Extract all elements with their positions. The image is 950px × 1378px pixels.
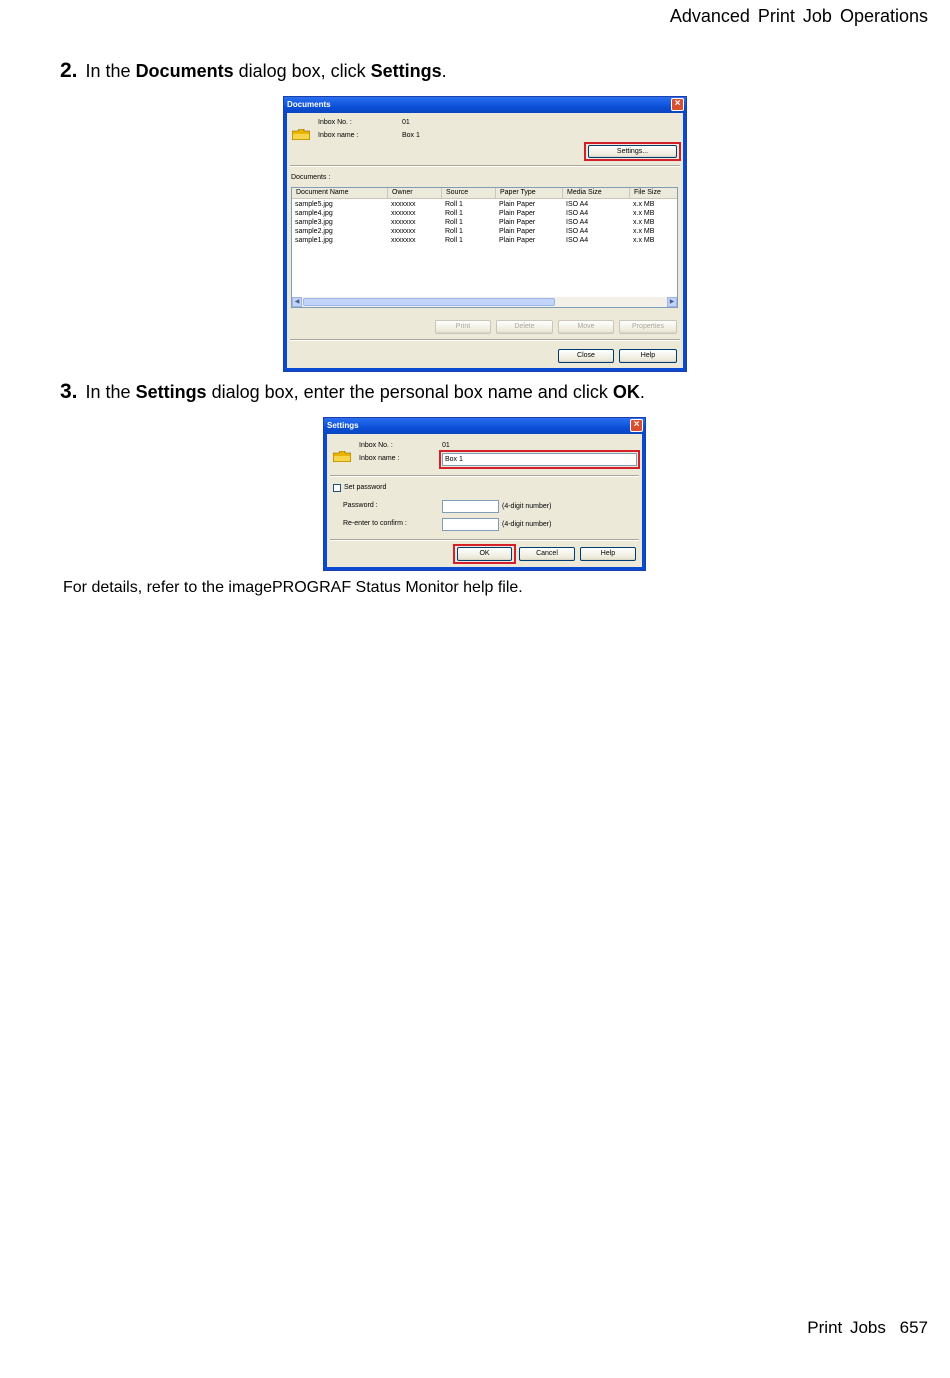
- step-3: [60, 380, 645, 404]
- folder-icon: [292, 129, 310, 140]
- scroll-right-icon[interactable]: ▶: [667, 297, 677, 307]
- column-header[interactable]: Paper Type: [496, 188, 563, 198]
- step-number: 2.: [60, 59, 78, 82]
- cancel-button[interactable]: Cancel: [519, 547, 575, 561]
- step-text: .: [441, 61, 447, 81]
- close-icon[interactable]: ×: [671, 98, 684, 111]
- step-text: dialog box, click: [233, 61, 371, 81]
- delete-button[interactable]: Delete: [496, 320, 553, 334]
- table-cell: Plain Paper: [499, 201, 536, 208]
- table-cell: ISO A4: [566, 201, 589, 208]
- column-header[interactable]: Media Size: [563, 188, 630, 198]
- table-cell: Plain Paper: [499, 228, 536, 235]
- step-number: 3.: [60, 380, 78, 403]
- table-row[interactable]: [292, 209, 677, 218]
- password-label: Password :: [343, 502, 378, 509]
- documents-title-bar: Documents: [284, 97, 686, 113]
- reenter-label: Re-enter to confirm :: [343, 520, 407, 527]
- step-text: dialog box, enter the personal box name and click: [206, 382, 613, 402]
- table-cell: Plain Paper: [499, 210, 536, 217]
- step-bold: Settings: [135, 382, 207, 402]
- settings-dialog: [323, 417, 646, 571]
- page-header: Advanced Print Job Operations: [669, 6, 928, 26]
- table-cell: ISO A4: [566, 237, 589, 244]
- inbox-no-label: Inbox No. :: [359, 442, 393, 449]
- inbox-name-value: Box 1: [402, 132, 420, 139]
- scroll-left-icon[interactable]: ◀: [292, 297, 302, 307]
- settings-button[interactable]: Settings...: [588, 145, 677, 158]
- table-cell: Plain Paper: [499, 219, 536, 226]
- table-cell: sample3.jpg: [295, 219, 333, 226]
- column-header[interactable]: Owner: [388, 188, 442, 198]
- close-button[interactable]: Close: [558, 349, 614, 363]
- settings-client-area: [327, 434, 642, 567]
- table-row[interactable]: [292, 236, 677, 245]
- horizontal-scrollbar[interactable]: [292, 297, 677, 307]
- table-cell: sample5.jpg: [295, 201, 333, 208]
- folder-icon: [333, 451, 351, 462]
- inbox-no-value: 01: [442, 442, 450, 449]
- password-input[interactable]: [442, 500, 499, 513]
- table-row[interactable]: [292, 227, 677, 236]
- step-bold: Settings: [370, 61, 442, 81]
- table-cell: sample1.jpg: [295, 237, 333, 244]
- footer-section: Print Jobs: [807, 1318, 886, 1337]
- table-cell: xxxxxxx: [391, 237, 416, 244]
- step-2: [60, 59, 447, 83]
- table-cell: Roll 1: [445, 219, 463, 226]
- page-footer: [807, 1318, 928, 1338]
- step-text: .: [639, 382, 645, 402]
- table-cell: x.x MB: [633, 210, 655, 217]
- column-header[interactable]: Document Name: [292, 188, 388, 198]
- table-row[interactable]: [292, 218, 677, 227]
- step-text: In the: [85, 61, 136, 81]
- table-cell: sample2.jpg: [295, 228, 333, 235]
- table-row[interactable]: [292, 200, 677, 209]
- inbox-name-input[interactable]: Box 1: [442, 453, 637, 466]
- table-cell: x.x MB: [633, 201, 655, 208]
- column-header[interactable]: File Size: [630, 188, 678, 198]
- move-button[interactable]: Move: [558, 320, 614, 334]
- documents-list[interactable]: [291, 187, 678, 308]
- close-icon[interactable]: ×: [630, 419, 643, 432]
- divider: [330, 539, 639, 541]
- divider: [290, 339, 680, 341]
- documents-label: Documents :: [291, 174, 331, 181]
- set-password-label: Set password: [344, 484, 387, 491]
- properties-button[interactable]: Properties: [619, 320, 677, 334]
- inbox-no-label: Inbox No. :: [318, 119, 352, 126]
- table-cell: x.x MB: [633, 219, 655, 226]
- table-cell: Plain Paper: [499, 237, 536, 244]
- help-button[interactable]: Help: [619, 349, 677, 363]
- table-cell: Roll 1: [445, 210, 463, 217]
- table-cell: Roll 1: [445, 228, 463, 235]
- settings-title-bar: Settings: [324, 418, 645, 434]
- divider: [290, 165, 680, 167]
- step-bold: Documents: [135, 61, 234, 81]
- list-header: [292, 188, 677, 199]
- table-cell: sample4.jpg: [295, 210, 333, 217]
- step-bold: OK: [612, 382, 640, 402]
- divider: [330, 475, 639, 477]
- page-number: 657: [899, 1318, 928, 1337]
- inbox-name-label: Inbox name :: [359, 455, 400, 462]
- step-text: In the: [85, 382, 136, 402]
- table-cell: ISO A4: [566, 228, 589, 235]
- scroll-thumb[interactable]: [303, 298, 555, 306]
- ok-button[interactable]: OK: [457, 547, 512, 561]
- table-cell: x.x MB: [633, 237, 655, 244]
- table-cell: Roll 1: [445, 201, 463, 208]
- table-cell: x.x MB: [633, 228, 655, 235]
- set-password-checkbox[interactable]: [333, 484, 341, 492]
- column-header[interactable]: Source: [442, 188, 496, 198]
- table-cell: xxxxxxx: [391, 219, 416, 226]
- table-cell: xxxxxxx: [391, 201, 416, 208]
- table-cell: xxxxxxx: [391, 210, 416, 217]
- details-note: For details, refer to the imagePROGRAF Status Monitor help file.: [63, 579, 523, 596]
- table-cell: xxxxxxx: [391, 228, 416, 235]
- documents-dialog: [283, 96, 687, 372]
- table-cell: Roll 1: [445, 237, 463, 244]
- reenter-hint: (4-digit number): [502, 521, 552, 528]
- table-cell: ISO A4: [566, 219, 589, 226]
- inbox-name-label: Inbox name :: [318, 132, 359, 139]
- reenter-password-input[interactable]: [442, 518, 499, 531]
- password-hint: (4-digit number): [502, 503, 552, 510]
- print-button[interactable]: Print: [435, 320, 491, 334]
- table-cell: ISO A4: [566, 210, 589, 217]
- help-button[interactable]: Help: [580, 547, 636, 561]
- documents-client-area: [287, 113, 683, 368]
- inbox-no-value: 01: [402, 119, 410, 126]
